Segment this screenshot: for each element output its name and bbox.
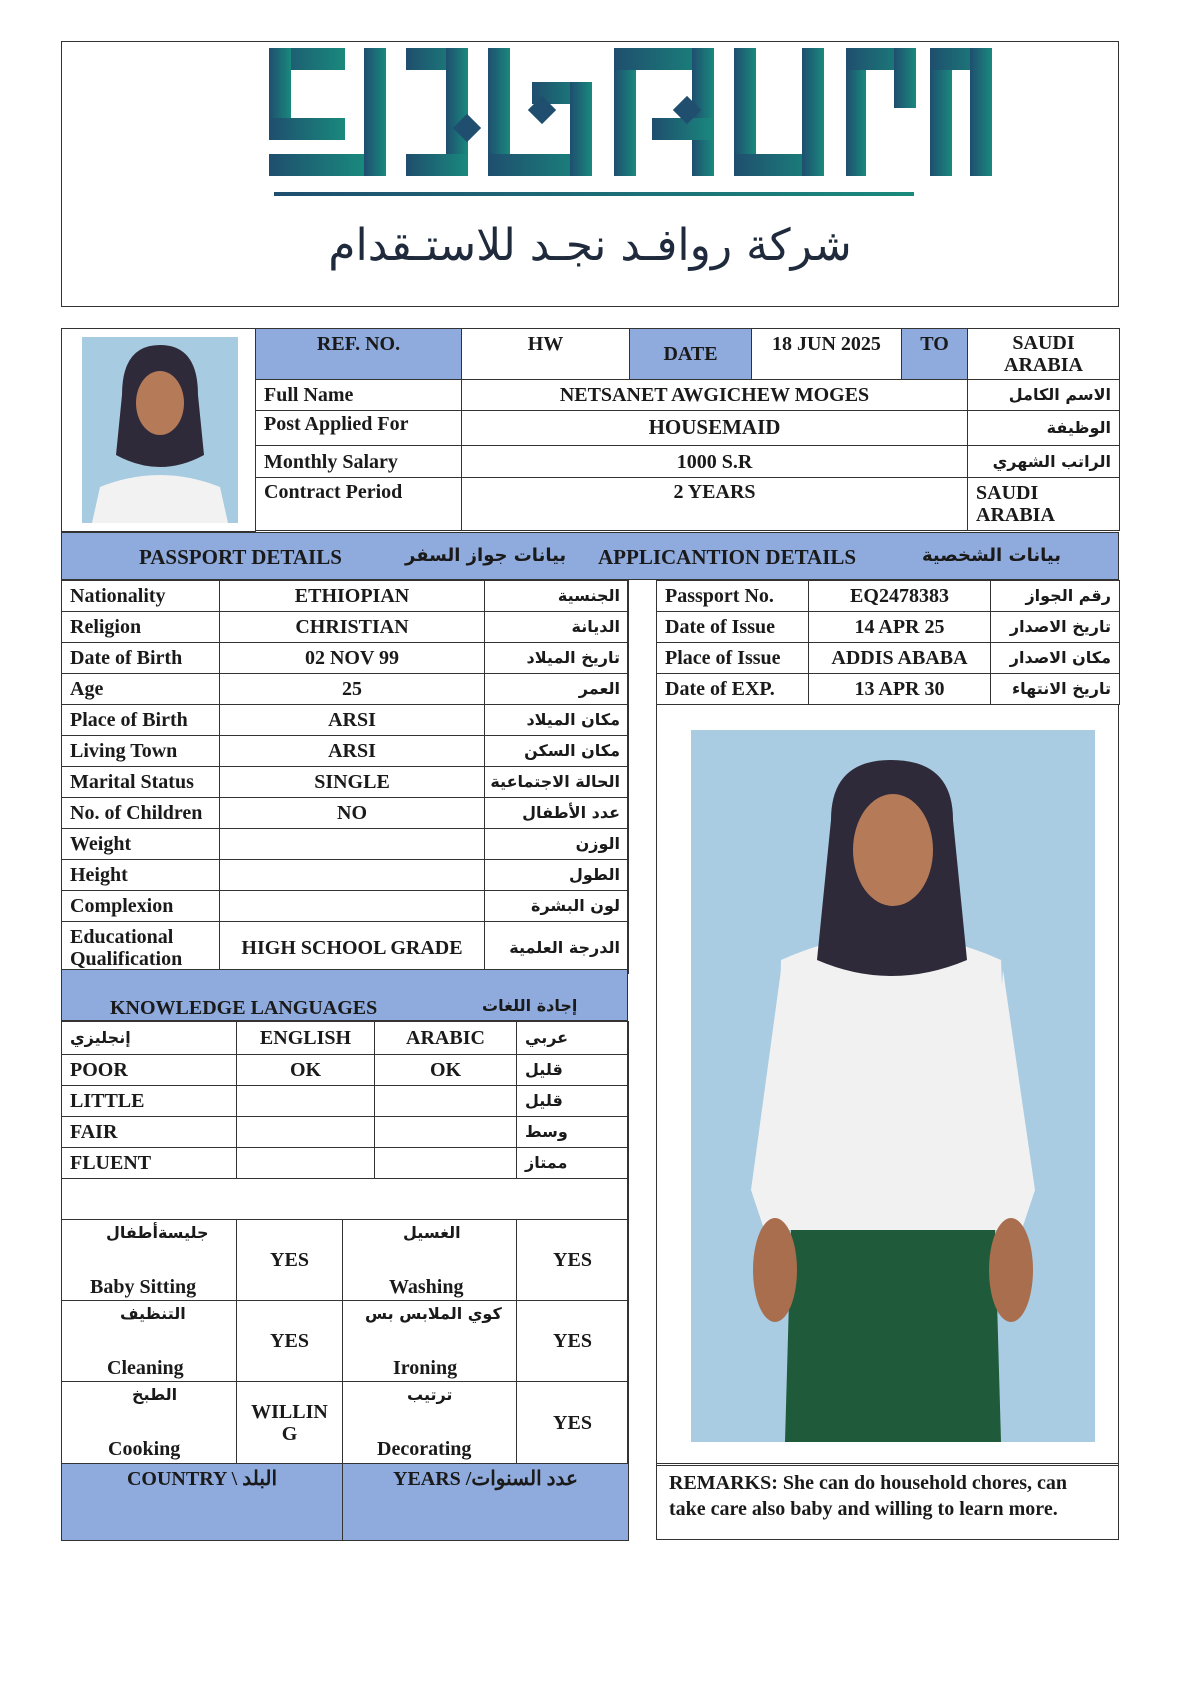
detail-label: Place of Birth [62,705,220,736]
passport-label-ar: تاريخ الانتهاء [991,674,1120,705]
ref-no-value: HW [462,329,630,380]
languages-heading-ar: إجادة اللغات [482,996,578,1015]
passport-label: Date of Issue [657,612,809,643]
monthly-salary-label-ar: الراتب الشهري [968,446,1120,478]
remarks-text: REMARKS: She can do household chores, can take care also baby and willing to learn more. [669,1472,1068,1520]
detail-value [220,860,485,891]
years-header: YEARS /عدد السنوات [343,1464,629,1541]
passport-details-table [656,580,1120,705]
english-level-value [237,1148,375,1179]
passport-label-ar: رقم الجواز [991,581,1120,612]
full-name-label: Full Name [256,380,462,411]
passport-label-ar: تاريخ الاصدار [991,612,1120,643]
passport-details-heading: PASSPORT DETAILS [139,545,342,569]
detail-value: CHRISTIAN [220,612,485,643]
english-level-value [237,1117,375,1148]
spacer-column [627,580,657,1540]
experience-table [61,1463,629,1541]
detail-label-ar: الحالة الاجتماعية [485,767,629,798]
date-label: DATE [630,329,752,380]
post-applied-label-ar: الوظيفة [968,411,1120,446]
post-applied-value: HOUSEMAID [462,411,968,446]
language-level: LITTLE [62,1086,237,1117]
detail-label-ar: الوزن [485,829,629,860]
arabic-level-value [375,1117,517,1148]
detail-value: 02 NOV 99 [220,643,485,674]
contract-period-label: Contract Period [256,478,462,531]
company-header [61,41,1119,307]
skills-table [61,1219,629,1464]
skill-value: YES [517,1220,629,1301]
skill-value: YES [237,1301,343,1382]
applicant-photo-cell [61,328,256,532]
language-level-ar: وسط [517,1117,629,1148]
detail-label: Living Town [62,736,220,767]
detail-value [220,891,485,922]
detail-value: HIGH SCHOOL GRADE [220,922,485,974]
monthly-salary-value: 1000 S.R [462,446,968,478]
full-name-label-ar: الاسم الكامل [968,380,1120,411]
detail-label: Complexion [62,891,220,922]
language-level: FAIR [62,1117,237,1148]
detail-label-ar: الطول [485,860,629,891]
passport-value: ADDIS ABABA [809,643,991,674]
language-level-ar: قليل [517,1086,629,1117]
contract-destination: SAUDI ARABIA [968,478,1120,531]
skill-cell: ترتيب Decorating [343,1382,517,1464]
company-logo [62,42,1120,212]
english-label-ar: إنجليزي [62,1022,237,1055]
remarks-box [656,1463,1119,1540]
contract-period-value: 2 YEARS [462,478,968,531]
passport-label: Date of EXP. [657,674,809,705]
arabic-level-value [375,1148,517,1179]
languages-heading: KNOWLEDGE LANGUAGES [110,997,378,1019]
detail-value [220,829,485,860]
full-name-value: NETSANET AWGICHEW MOGES [462,380,968,411]
detail-label-ar: مكان الميلاد [485,705,629,736]
detail-label: Weight [62,829,220,860]
detail-label: Religion [62,612,220,643]
language-level: FLUENT [62,1148,237,1179]
detail-label-ar: عدد الأطفال [485,798,629,829]
language-level-ar: قليل [517,1055,629,1086]
application-details-heading: APPLICANTION DETAILS [598,545,857,569]
passport-label-ar: مكان الاصدار [991,643,1120,674]
arabic-column-header: ARABIC [375,1022,517,1055]
detail-value: ARSI [220,705,485,736]
passport-value: EQ2478383 [809,581,991,612]
detail-value: SINGLE [220,767,485,798]
detail-value: 25 [220,674,485,705]
skill-value: WILLING [237,1382,343,1464]
detail-value: ETHIOPIAN [220,581,485,612]
languages-table [61,1021,629,1220]
country-header: COUNTRY \ البلد [62,1464,343,1541]
arabic-level-value: OK [375,1055,517,1086]
skill-value: YES [517,1382,629,1464]
blank-row [62,1179,629,1220]
to-value: SAUDI ARABIA [968,329,1120,380]
skill-value: YES [517,1301,629,1382]
passport-label: Place of Issue [657,643,809,674]
skill-cell: كوي الملابس بس Ironing [343,1301,517,1382]
arabic-level-value [375,1086,517,1117]
detail-label-ar: لون البشرة [485,891,629,922]
company-name-arabic: شركة روافـد نجـد للاستـقدام [328,220,852,271]
detail-label: Date of Birth [62,643,220,674]
skill-cell: التنظيف Cleaning [62,1301,237,1382]
detail-label: No. of Children [62,798,220,829]
detail-label: Age [62,674,220,705]
english-level-value [237,1086,375,1117]
detail-label-ar: الدرجة العلمية [485,922,629,974]
detail-value: NO [220,798,485,829]
skill-cell: الطبخ Cooking [62,1382,237,1464]
monthly-salary-label: Monthly Salary [256,446,462,478]
detail-label: Marital Status [62,767,220,798]
detail-label-ar: مكان السكن [485,736,629,767]
detail-value: ARSI [220,736,485,767]
applicant-portrait-photo [82,337,238,523]
ref-no-label: REF. NO. [256,329,462,380]
applicant-full-body-photo [691,730,1095,1442]
detail-label-ar: تاريخ الميلاد [485,643,629,674]
date-value: 18 JUN 2025 [752,329,902,380]
skill-value: YES [237,1220,343,1301]
application-details-heading-ar: بيانات الشخصية [922,545,1061,566]
passport-details-heading-ar: بيانات جواز السفر [405,545,567,566]
section-band [61,532,1119,580]
skill-cell: جليسةأطفال Baby Sitting [62,1220,237,1301]
to-label: TO [902,329,968,380]
languages-heading-cell [61,969,628,1021]
english-column-header: ENGLISH [237,1022,375,1055]
passport-label: Passport No. [657,581,809,612]
detail-label: Nationality [62,581,220,612]
skill-cell: الغسيل Washing [343,1220,517,1301]
detail-label: Height [62,860,220,891]
full-photo-cell [656,704,1119,1466]
detail-label-ar: الجنسية [485,581,629,612]
passport-value: 14 APR 25 [809,612,991,643]
passport-value: 13 APR 30 [809,674,991,705]
english-level-value: OK [237,1055,375,1086]
applicant-details-table [61,580,629,974]
language-level-ar: ممتاز [517,1148,629,1179]
language-level: POOR [62,1055,237,1086]
arabic-label-ar: عربي [517,1022,629,1055]
detail-label-ar: الديانة [485,612,629,643]
detail-label: Educational Qualification [62,922,220,974]
post-applied-label: Post Applied For [256,411,462,446]
detail-label-ar: العمر [485,674,629,705]
top-info-table [255,328,1120,531]
